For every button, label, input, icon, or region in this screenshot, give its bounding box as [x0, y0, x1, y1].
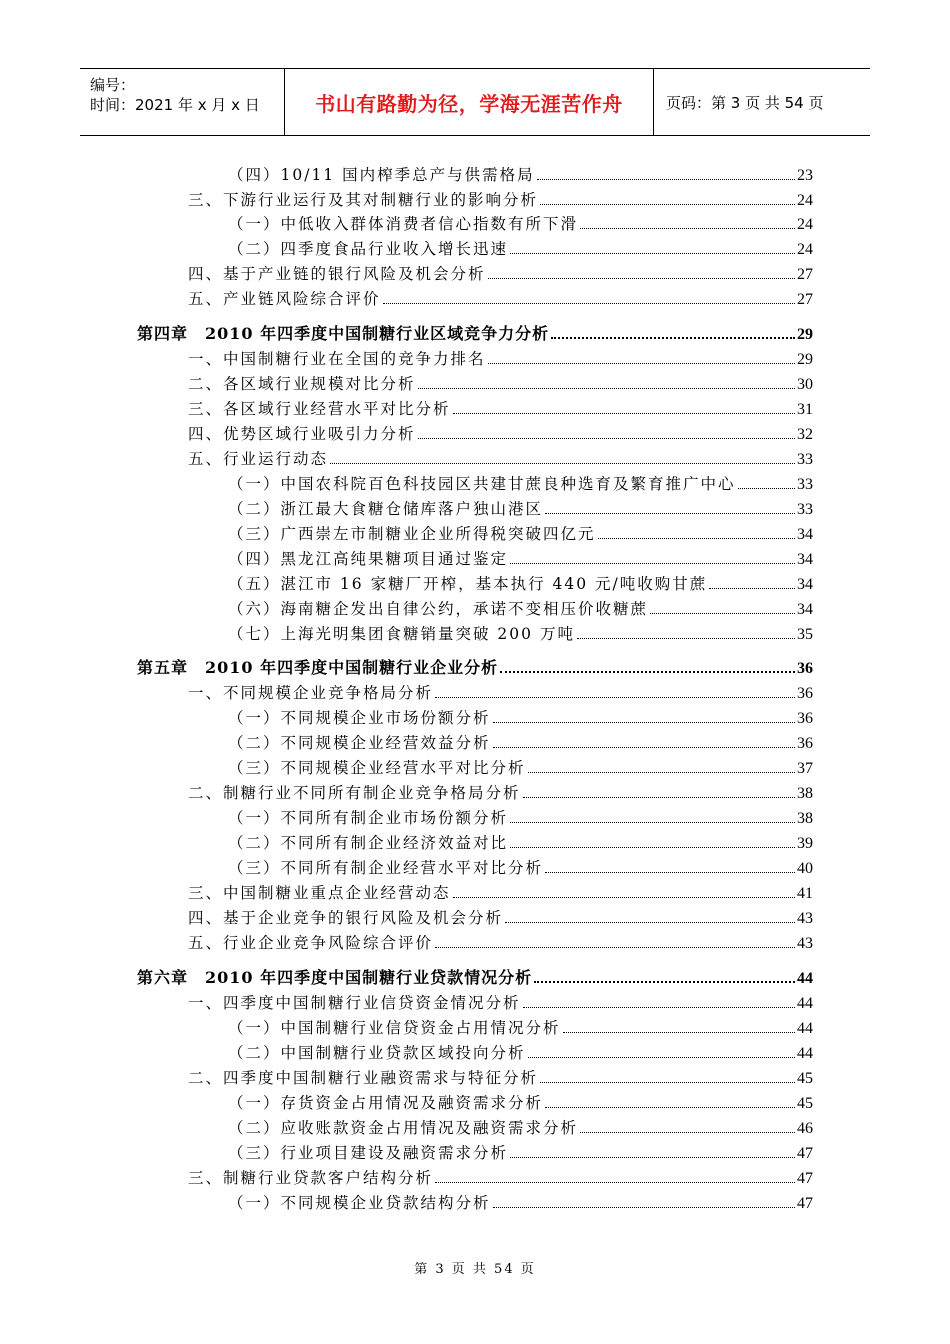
toc-page-number: 44 [797, 1020, 813, 1037]
toc-page-number: 44 [797, 995, 813, 1012]
toc-dot-leader [580, 1132, 795, 1133]
header-left-cell [80, 69, 284, 135]
page-header [80, 68, 870, 136]
toc-page-number: 34 [797, 601, 813, 618]
toc-entry-row[interactable] [228, 1191, 813, 1213]
toc-dot-leader [738, 488, 795, 489]
toc-dot-leader [418, 438, 795, 439]
toc-entry-title: 二、制糖行业不同所有制企业竞争格局分析 [188, 784, 521, 802]
toc-entry-row[interactable] [188, 991, 813, 1013]
toc-chapter-row[interactable] [137, 966, 813, 988]
toc-page-number: 23 [797, 167, 813, 184]
toc-entry-title: 三、中国制糖业重点企业经营动态 [188, 884, 451, 902]
toc-dot-leader [435, 947, 795, 948]
toc-entry-title: 三、下游行业运行及其对制糖行业的影响分析 [188, 191, 539, 209]
toc-page-number: 43 [797, 935, 813, 952]
toc-dot-leader [528, 772, 795, 773]
toc-entry-row[interactable] [188, 347, 813, 369]
toc-dot-leader [435, 1182, 795, 1183]
toc-dot-leader [510, 563, 795, 564]
toc-entry-title: （三）广西崇左市制糖业企业所得税突破四亿元 [228, 525, 596, 543]
toc-dot-leader [418, 388, 795, 389]
toc-entry-row[interactable] [188, 188, 813, 210]
toc-entry-title: （一）不同规模企业贷款结构分析 [228, 1194, 491, 1212]
toc-entry-row[interactable] [228, 522, 813, 544]
toc-page-number: 36 [797, 710, 813, 727]
toc-page-number: 44 [797, 1045, 813, 1062]
toc-entry-row[interactable] [188, 287, 813, 309]
toc-dot-leader [510, 822, 795, 823]
toc-dot-leader [435, 697, 795, 698]
toc-entry-title: （二）不同规模企业经营效益分析 [228, 734, 491, 752]
toc-entry-row[interactable] [188, 372, 813, 394]
toc-dot-leader [545, 872, 795, 873]
toc-chapter-row[interactable] [137, 656, 813, 678]
toc-dot-leader [545, 513, 795, 514]
toc-dot-leader [510, 253, 795, 254]
toc-dot-leader [383, 303, 795, 304]
toc-entry-row[interactable] [228, 597, 813, 619]
toc-dot-leader [510, 1157, 795, 1158]
toc-page-number: 31 [797, 401, 813, 418]
toc-page-number: 45 [797, 1095, 813, 1112]
toc-entry-title: 五、行业企业竞争风险综合评价 [188, 934, 434, 952]
toc-entry-title: 五、行业运行动态 [188, 450, 329, 468]
toc-entry-title: （二）四季度食品行业收入增长迅速 [228, 240, 509, 258]
toc-page-number: 33 [797, 501, 813, 518]
toc-entry-title: 三、各区域行业经营水平对比分析 [188, 400, 451, 418]
toc-entry-title: 一、四季度中国制糖行业信贷资金情况分析 [188, 994, 521, 1012]
toc-entry-row[interactable] [228, 1116, 813, 1138]
toc-dot-leader [510, 847, 795, 848]
toc-entry-row[interactable] [228, 706, 813, 728]
toc-dot-leader [540, 204, 795, 205]
toc-dot-leader [493, 722, 795, 723]
toc-entry-title: （一）中低收入群体消费者信心指数有所下滑 [228, 215, 579, 233]
toc-entry-row[interactable] [228, 1141, 813, 1163]
header-motto: 书山有路勤为径，学海无涯苦作舟 [284, 69, 654, 135]
toc-entry-title: （一）不同规模企业市场份额分析 [228, 709, 491, 727]
toc-entry-row[interactable] [188, 447, 813, 469]
toc-dot-leader [453, 897, 795, 898]
toc-entry-title: 一、中国制糖行业在全国的竞争力排名 [188, 350, 486, 368]
toc-dot-leader [540, 1082, 795, 1083]
toc-entry-row[interactable] [188, 931, 813, 953]
toc-entry-row[interactable] [188, 397, 813, 419]
toc-entry-row[interactable] [228, 163, 813, 185]
toc-entry-title: 二、四季度中国制糖行业融资需求与特征分析 [188, 1069, 539, 1087]
toc-dot-leader [650, 613, 795, 614]
toc-page-number: 45 [797, 1070, 813, 1087]
toc-entry-title: （四）10/11 国内榨季总产与供需格局 [228, 166, 535, 184]
toc-dot-leader [563, 1032, 795, 1033]
toc-dot-leader [330, 463, 795, 464]
toc-page-number: 34 [797, 526, 813, 543]
toc-dot-leader [534, 981, 795, 983]
toc-entry-row[interactable] [188, 881, 813, 903]
toc-page-number: 39 [797, 835, 813, 852]
toc-entry-row[interactable] [228, 547, 813, 569]
toc-page-number: 43 [797, 910, 813, 927]
toc-page-number: 36 [797, 735, 813, 752]
toc-entry-row[interactable] [188, 262, 813, 284]
toc-page-number: 38 [797, 810, 813, 827]
toc-entry-row[interactable] [228, 856, 813, 878]
toc-entry-title: （三）不同所有制企业经营水平对比分析 [228, 859, 544, 877]
toc-entry-row[interactable] [188, 422, 813, 444]
toc-entry-title: （一）存货资金占用情况及融资需求分析 [228, 1094, 544, 1112]
toc-page-number: 35 [797, 626, 813, 643]
toc-page-number: 24 [797, 216, 813, 233]
toc-entry-row[interactable] [188, 681, 813, 703]
toc-dot-leader [537, 179, 795, 180]
toc-page-number: 33 [797, 476, 813, 493]
toc-page-number: 29 [797, 351, 813, 368]
toc-page-number: 27 [797, 291, 813, 308]
toc-entry-title: 四、优势区域行业吸引力分析 [188, 425, 416, 443]
toc-page-number: 34 [797, 551, 813, 568]
toc-dot-leader [545, 1107, 795, 1108]
toc-page-number: 46 [797, 1120, 813, 1137]
toc-page-number: 38 [797, 785, 813, 802]
toc-dot-leader [528, 1057, 795, 1058]
toc-entry-title: 二、各区域行业规模对比分析 [188, 375, 416, 393]
toc-dot-leader [523, 1007, 795, 1008]
toc-entry-title: （一）中国农科院百色科技园区共建甘蔗良种选育及繁育推广中心 [228, 475, 736, 493]
toc-page-number: 47 [797, 1195, 813, 1212]
date-label: 时间：2021 年 x 月 x 日 [90, 96, 260, 114]
toc-entry-row[interactable] [228, 622, 813, 644]
toc-page-number: 36 [797, 660, 813, 677]
toc-entry-title: 三、制糖行业贷款客户结构分析 [188, 1169, 434, 1187]
toc-page-number: 30 [797, 376, 813, 393]
toc-page-number: 37 [797, 760, 813, 777]
toc-page-number: 41 [797, 885, 813, 902]
toc-page-number: 27 [797, 266, 813, 283]
toc-entry-row[interactable] [228, 212, 813, 234]
toc-entry-title: 第六章 2010 年四季度中国制糖行业贷款情况分析 [137, 968, 533, 987]
toc-entry-row[interactable] [188, 906, 813, 928]
toc-page-number: 32 [797, 426, 813, 443]
toc-entry-title: （一）不同所有制企业市场份额分析 [228, 809, 509, 827]
toc-entry-title: 一、不同规模企业竞争格局分析 [188, 684, 434, 702]
toc-entry-title: 四、基于企业竞争的银行风险及机会分析 [188, 909, 504, 927]
toc-entry-title: （二）中国制糖行业贷款区域投向分析 [228, 1044, 526, 1062]
toc-entry-title: 四、基于产业链的银行风险及机会分析 [188, 265, 486, 283]
toc-dot-leader [488, 278, 795, 279]
toc-page-number: 47 [797, 1170, 813, 1187]
toc-dot-leader [598, 538, 795, 539]
toc-dot-leader [580, 228, 795, 229]
toc-entry-row[interactable] [228, 831, 813, 853]
toc-entry-row[interactable] [228, 1016, 813, 1038]
toc-entry-title: （二）不同所有制企业经济效益对比 [228, 834, 509, 852]
toc-entry-title: （六）海南糖企发出自律公约，承诺不变相压价收糖蔗 [228, 600, 649, 618]
toc-entry-title: （二）应收账款资金占用情况及融资需求分析 [228, 1119, 579, 1137]
toc-page-number: 47 [797, 1145, 813, 1162]
toc-dot-leader [453, 413, 795, 414]
toc-entry-row[interactable] [228, 472, 813, 494]
toc-entry-title: （二）浙江最大食糖仓储库落户独山港区 [228, 500, 544, 518]
toc-dot-leader [493, 1207, 795, 1208]
toc-entry-title: （一）中国制糖行业信贷资金占用情况分析 [228, 1019, 561, 1037]
toc-page-number: 34 [797, 576, 813, 593]
toc-dot-leader [577, 638, 795, 639]
toc-entry-row[interactable] [228, 756, 813, 778]
toc-page-number: 33 [797, 451, 813, 468]
number-label: 编号： [90, 76, 136, 94]
toc-entry-title: 第五章 2010 年四季度中国制糖行业企业分析 [137, 658, 499, 677]
toc-page-number: 36 [797, 685, 813, 702]
toc-entry-row[interactable] [188, 781, 813, 803]
page-footer: 第 3 页 共 54 页 [414, 1262, 536, 1277]
toc-entry-row[interactable] [228, 1041, 813, 1063]
toc-page-number: 24 [797, 241, 813, 258]
toc-entry-row[interactable] [228, 806, 813, 828]
toc-dot-leader [488, 363, 795, 364]
toc-entry-title: （五）湛江市 16 家糖厂开榨，基本执行 440 元/吨收购甘蔗 [228, 575, 708, 593]
toc-entry-row[interactable] [188, 1066, 813, 1088]
toc-dot-leader [500, 671, 795, 673]
toc-entry-row[interactable] [188, 1166, 813, 1188]
toc-dot-leader [505, 922, 795, 923]
toc-entry-row[interactable] [228, 497, 813, 519]
toc-page-number: 24 [797, 192, 813, 209]
toc-page-number: 40 [797, 860, 813, 877]
toc-dot-leader [709, 588, 795, 589]
toc-dot-leader [523, 797, 795, 798]
toc-entry-row[interactable] [228, 572, 813, 594]
toc-entry-title: （七）上海光明集团食糖销量突破 200 万吨 [228, 625, 575, 643]
toc-entry-title: 第四章 2010 年四季度中国制糖行业区域竞争力分析 [137, 324, 550, 343]
toc-chapter-row[interactable] [137, 322, 813, 344]
toc-entry-title: 五、产业链风险综合评价 [188, 290, 381, 308]
toc-page-number: 44 [797, 970, 813, 987]
header-page-info: 页码：第 3 页 共 54 页 [666, 93, 824, 112]
toc-page-number: 29 [797, 326, 813, 343]
toc-dot-leader [551, 337, 795, 339]
toc-entry-title: （三）行业项目建设及融资需求分析 [228, 1144, 509, 1162]
toc-entry-row[interactable] [228, 1091, 813, 1113]
toc-dot-leader [493, 747, 795, 748]
toc-entry-row[interactable] [228, 731, 813, 753]
toc-entry-title: （四）黑龙江高纯果糖项目通过鉴定 [228, 550, 509, 568]
toc-entry-row[interactable] [228, 237, 813, 259]
toc-entry-title: （三）不同规模企业经营水平对比分析 [228, 759, 526, 777]
